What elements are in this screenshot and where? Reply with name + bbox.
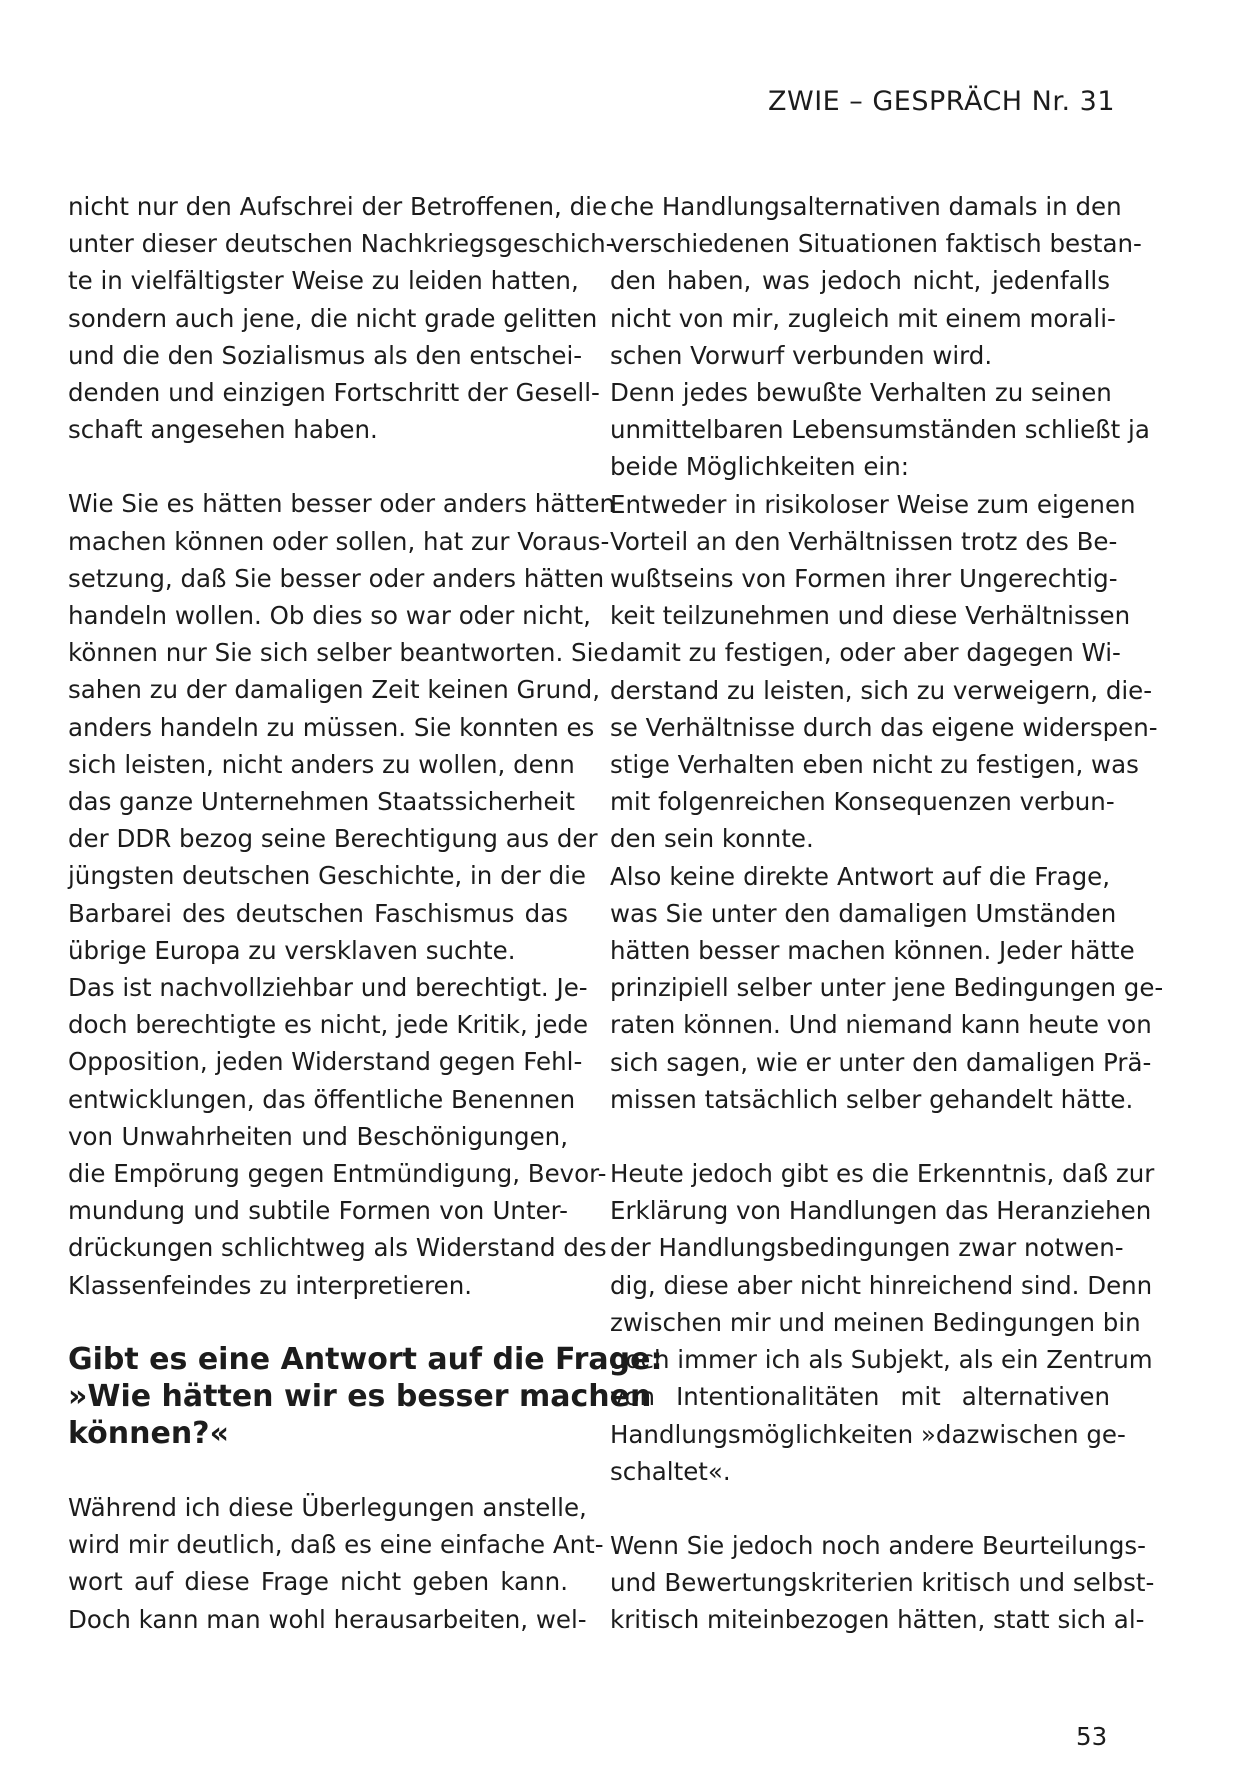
- text-line: wort auf diese Frage nicht geben kann.: [68, 1567, 568, 1597]
- running-head: ZWIE – GESPRÄCH Nr. 31: [768, 86, 1116, 117]
- page-number: 53: [1076, 1722, 1108, 1751]
- text-line: kritisch miteinbezogen hätten, statt sich al-: [610, 1605, 1145, 1635]
- text-line: se Verhältnisse durch das eigene widerspen-: [610, 712, 1158, 742]
- text-line: Opposition, jeden Widerstand gegen Fehl-: [68, 1047, 583, 1077]
- text-line: raten können. Und niemand kann heute von: [610, 1010, 1152, 1040]
- text-line: Während ich diese Überlegungen anstelle,: [68, 1492, 587, 1522]
- text-line: nicht von mir, zugleich mit einem morali-: [610, 303, 1116, 333]
- text-line: sich leisten, nicht anders zu wollen, denn: [68, 749, 575, 779]
- text-line: noch immer ich als Subjekt, als ein Zentrum: [610, 1345, 1153, 1375]
- text-line: che Handlungsalternativen damals in den: [610, 192, 1122, 221]
- text-line: prinzipiell selber unter jene Bedingungen ge-: [610, 973, 1164, 1003]
- paragraph: [610, 1155, 1155, 1490]
- text-line: doch berechtigte es nicht, jede Kritik, jede: [68, 1010, 589, 1040]
- text-line: jüngsten deutschen Geschichte, in der die: [68, 861, 587, 891]
- text-line: Doch kann man wohl herausarbeiten, wel-: [68, 1604, 587, 1634]
- text-line: machen können oder sollen, hat zur Voraus-: [68, 526, 610, 556]
- text-line: denden und einzigen Fortschritt der Gesell-: [68, 378, 600, 408]
- text-line: missen tatsächlich selber gehandelt hätte.: [610, 1084, 1134, 1114]
- paragraph: [610, 858, 1164, 1118]
- text-line: Wie Sie es hätten besser oder anders hätten: [68, 489, 616, 519]
- text-line: der Handlungsbedingungen zwar notwen-: [610, 1233, 1124, 1263]
- heading-line: Gibt es eine Antwort auf die Frage:: [68, 1341, 663, 1377]
- text-line: derstand zu leisten, sich zu verweigern, die-: [610, 675, 1153, 705]
- text-line: wird mir deutlich, daß es eine einfache Ant-: [68, 1530, 604, 1560]
- text-line: drückungen schlichtweg als Widerstand des: [68, 1233, 607, 1263]
- paragraph-gap: [610, 1118, 1110, 1155]
- text-line: unter dieser deutschen Nachkriegsgeschich-: [68, 229, 615, 259]
- text-line: Denn jedes bewußte Verhalten zu seinen: [610, 378, 1112, 408]
- text-line: sahen zu der damaligen Zeit keinen Grund,: [68, 675, 600, 705]
- paragraph: [610, 188, 1142, 374]
- section-gap: [68, 1304, 568, 1341]
- text-line: und Bewertungskriterien kritisch und selbst-: [610, 1568, 1155, 1598]
- section-heading: [68, 1341, 663, 1452]
- text-line: te in vielfältigster Weise zu leiden hatten,: [68, 266, 579, 296]
- text-line: zwischen mir und meinen Bedingungen bin: [610, 1307, 1141, 1337]
- heading-line: »Wie hätten wir es besser machen: [68, 1378, 652, 1414]
- text-line: schen Vorwurf verbunden wird.: [610, 340, 993, 370]
- text-line: verschiedenen Situationen faktisch bestan-: [610, 229, 1142, 259]
- text-line: schaft angesehen haben.: [68, 415, 378, 445]
- paragraph-gap: [610, 1490, 1110, 1527]
- paragraph: [610, 486, 1158, 858]
- text-line: anders handeln zu müssen. Sie konnten es: [68, 712, 595, 742]
- text-line: damit zu festigen, oder aber dagegen Wi-: [610, 638, 1121, 668]
- text-line: dig, diese aber nicht hinreichend sind. Denn: [610, 1270, 1153, 1300]
- text-line: und die den Sozialismus als den entschei-: [68, 340, 583, 370]
- text-line: was Sie unter den damaligen Umständen: [610, 898, 1117, 928]
- text-line: Handlungsmöglichkeiten »dazwischen ge-: [610, 1419, 1126, 1449]
- text-line: wußtseins von Formen ihrer Ungerechtig-: [610, 564, 1118, 594]
- text-line: das ganze Unternehmen Staatssicherheit: [68, 787, 575, 817]
- left-column: [68, 188, 663, 1638]
- text-line: Erklärung von Handlungen das Heranziehen: [610, 1196, 1152, 1226]
- text-line: sondern auch jene, die nicht grade gelitten: [68, 303, 598, 333]
- paragraph: [68, 1489, 604, 1638]
- text-line: sich sagen, wie er unter den damaligen Prä-: [610, 1047, 1152, 1077]
- paragraph: [610, 1527, 1155, 1639]
- heading-line: können?«: [68, 1415, 229, 1451]
- text-line: Barbarei des deutschen Faschismus das: [68, 898, 568, 928]
- text-line: können nur Sie sich selber beantworten. Sie: [68, 638, 609, 668]
- paragraph-gap: [68, 448, 568, 485]
- text-line: von Unwahrheiten und Beschönigungen,: [68, 1121, 568, 1151]
- text-line: den haben, was jedoch nicht, jedenfalls: [610, 266, 1110, 296]
- text-line: Also keine direkte Antwort auf die Frage,: [610, 861, 1110, 891]
- text-line: keit teilzunehmen und diese Verhältnissen: [610, 601, 1131, 631]
- text-line: stige Verhalten eben nicht zu festigen, was: [610, 750, 1139, 780]
- text-line: handeln wollen. Ob dies so war oder nicht,: [68, 601, 591, 631]
- text-line: Vorteil an den Verhältnissen trotz des Be-: [610, 526, 1118, 556]
- paragraph: [68, 485, 616, 969]
- text-line: Klassenfeindes zu interpretieren.: [68, 1270, 473, 1300]
- text-line: Das ist nachvollziehbar und berechtigt. Je-: [68, 973, 588, 1003]
- text-line: den sein konnte.: [610, 824, 814, 854]
- text-line: Heute jedoch gibt es die Erkenntnis, daß zur: [610, 1159, 1155, 1189]
- text-line: der DDR bezog seine Berechtigung aus der: [68, 824, 598, 854]
- text-line: setzung, daß Sie besser oder anders hätten: [68, 563, 605, 593]
- text-line: Wenn Sie jedoch noch andere Beurteilungs-: [610, 1530, 1146, 1560]
- text-line: Entweder in risikoloser Weise zum eigenen: [610, 489, 1136, 519]
- text-line: übrige Europa zu versklaven suchte.: [68, 935, 516, 965]
- text-line: von Intentionalitäten mit alternativen: [610, 1382, 1110, 1412]
- right-column: [610, 188, 1164, 1639]
- text-line: unmittelbaren Lebensumständen schließt ja: [610, 415, 1150, 445]
- text-line: nicht nur den Aufschrei der Betroffenen, die: [68, 192, 608, 221]
- paragraph: [610, 374, 1150, 486]
- paragraph: [68, 969, 607, 1304]
- text-line: die Empörung gegen Entmündigung, Bevor-: [68, 1159, 607, 1189]
- text-line: hätten besser machen können. Jeder hätte: [610, 936, 1135, 966]
- text-line: beide Möglichkeiten ein:: [610, 452, 909, 482]
- section-gap: [68, 1452, 568, 1489]
- text-line: mundung und subtile Formen von Unter-: [68, 1196, 568, 1226]
- text-line: schaltet«.: [610, 1456, 731, 1486]
- text-line: mit folgenreichen Konsequenzen verbun-: [610, 787, 1115, 817]
- paragraph: [68, 188, 615, 448]
- text-line: entwicklungen, das öffentliche Benennen: [68, 1084, 576, 1114]
